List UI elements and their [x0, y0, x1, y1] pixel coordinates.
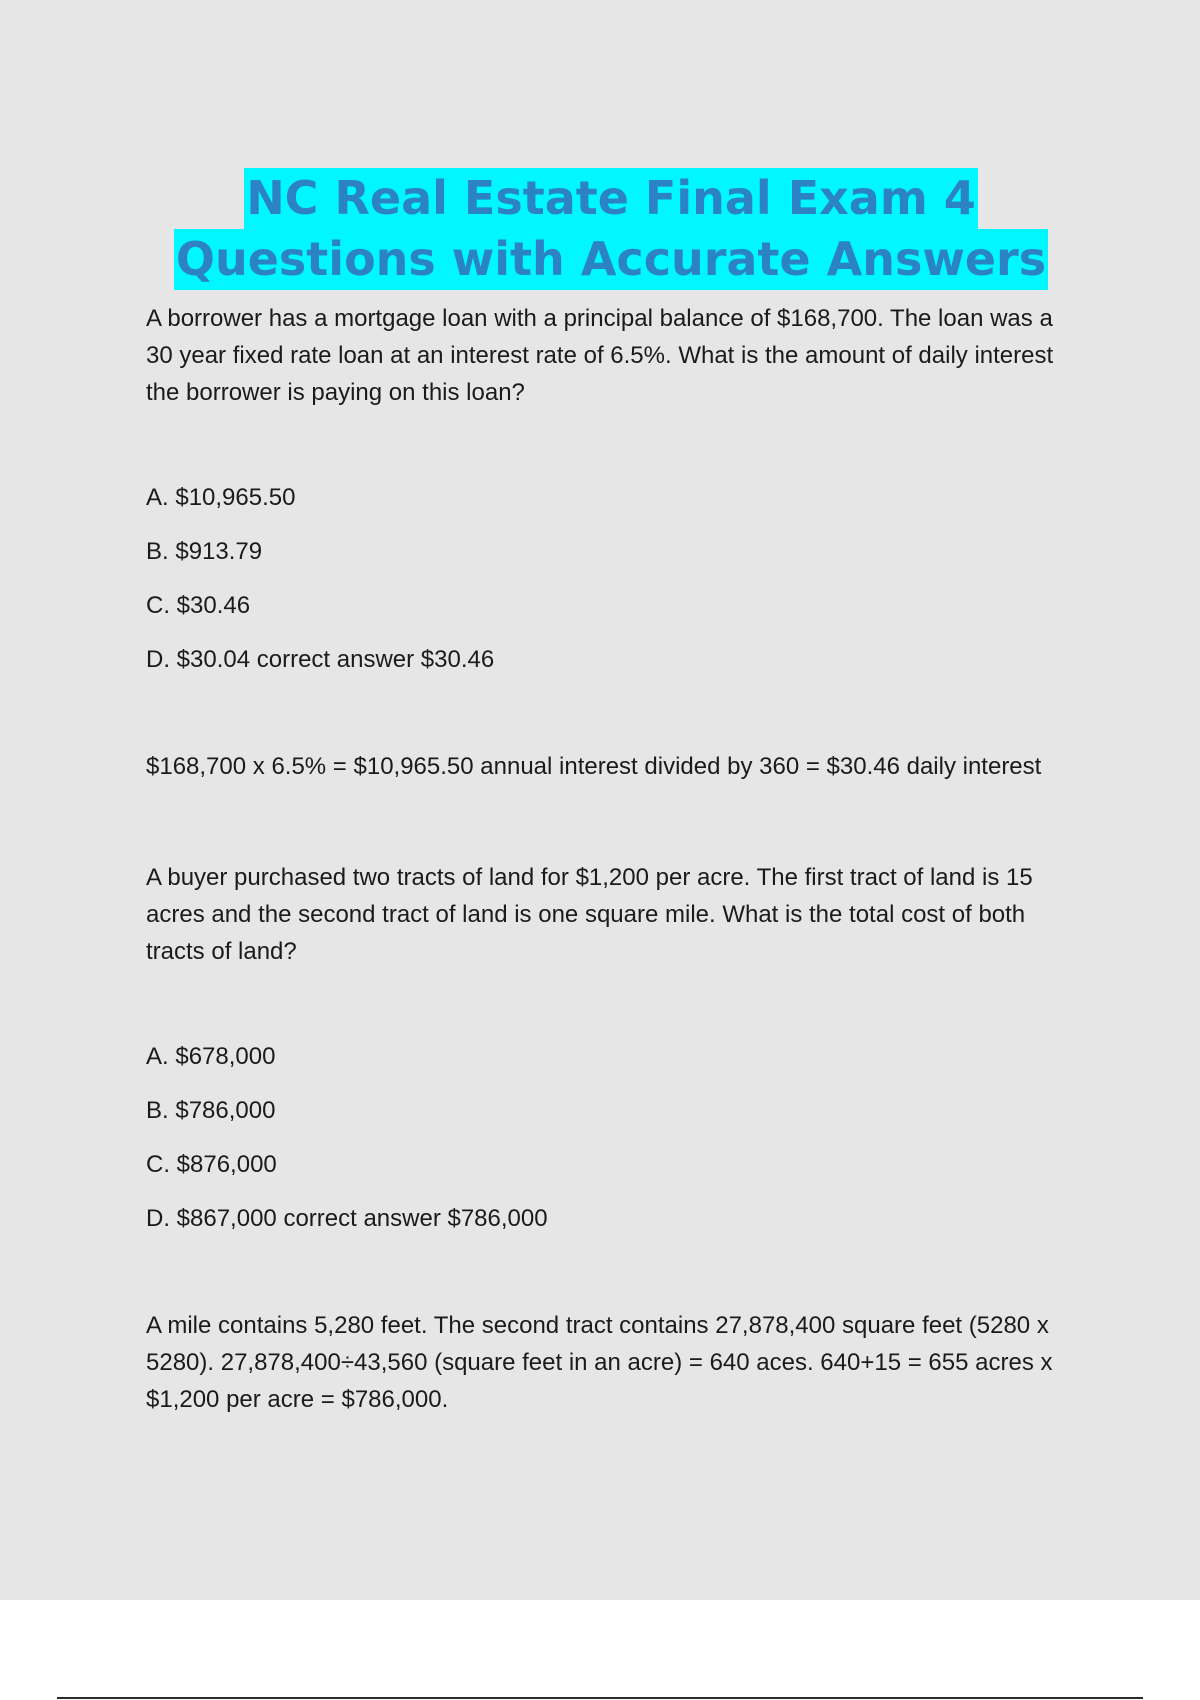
answer-option: C. $876,000 [146, 1151, 277, 1178]
answer-option: C. $30.46 [146, 592, 251, 619]
question-prompt: A buyer purchased two tracts of land for $1,200 per acre. The first tract of land is 15 acres and the second tract of land is one square mile. What is the total cost of both tracts of land? [146, 864, 1033, 965]
answer-options [146, 1038, 1076, 1237]
title-line-1: NC Real Estate Final Exam 4 [244, 168, 978, 229]
answer-explanation: A mile contains 5,280 feet. The second tract contains 27,878,400 square feet (5280 x 5280). 27,878,400÷43,560 (square feet in an acre) = 640 aces. 640+15 = 655 acres x $1,200 per acre = $786,000. [146, 1312, 1053, 1413]
title-line-2: Questions with Accurate Answers [174, 229, 1048, 290]
question-block-1 [146, 300, 1076, 785]
document-title [146, 168, 1076, 290]
document-content [146, 168, 1076, 1418]
answer-options [146, 479, 1076, 678]
answer-explanation: $168,700 x 6.5% = $10,965.50 annual interest divided by 360 = $30.46 daily interest [146, 753, 1042, 780]
answer-option: B. $913.79 [146, 538, 263, 565]
answer-option-with-correct-answer: D. $30.04 correct answer $30.46 [146, 646, 495, 673]
footer-divider [57, 1697, 1143, 1699]
question-block-2 [146, 859, 1076, 1418]
answer-option: A. $10,965.50 [146, 484, 296, 511]
answer-option: A. $678,000 [146, 1043, 276, 1070]
answer-option: B. $786,000 [146, 1097, 276, 1124]
question-prompt: A borrower has a mortgage loan with a principal balance of $168,700. The loan was a 30 year fixed rate loan at an interest rate of 6.5%. What is the amount of daily interest the borrower is paying on this loan? [146, 305, 1054, 406]
answer-option-with-correct-answer: D. $867,000 correct answer $786,000 [146, 1205, 548, 1232]
